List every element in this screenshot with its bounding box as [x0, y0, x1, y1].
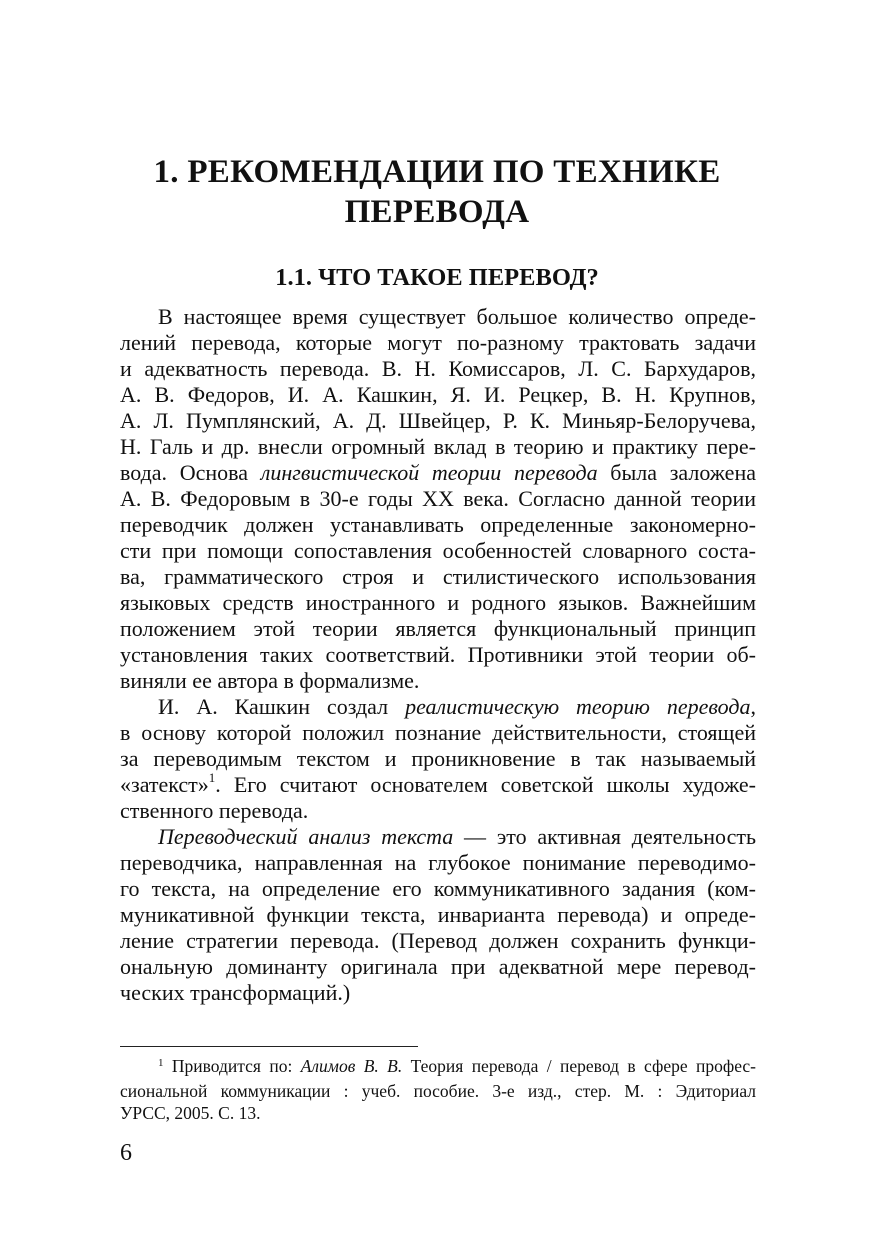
paragraph-3-line: ональную доминанту оригинала при адекватной мере перевод-: [120, 954, 756, 979]
paragraph-3-line: муникативной функции текста, инварианта перевода) и опреде-: [120, 902, 756, 927]
paragraph-1-line: положением этой теории является функциональный принцип: [120, 616, 756, 641]
text-run: Теория перевода / перевод в сфере профес-: [402, 1056, 756, 1076]
paragraph-2-line: в основу которой положил познание действительности, стоящей: [120, 720, 756, 745]
paragraph-1-line: и адекватность перевода. В. Н. Комиссаров, Л. С. Бархударов,: [120, 356, 756, 381]
footnote-author: Алимов В. В.: [300, 1056, 403, 1076]
paragraph-2-line: за переводимым текстом и проникновение в так называемый: [120, 746, 756, 771]
paragraph-1-line: А. Л. Пумплянский, А. Д. Швейцер, Р. К. Миньяр-Белоручева,: [120, 408, 756, 433]
text-run: ,: [750, 694, 756, 719]
paragraph-1-line: [120, 460, 756, 486]
text-run: — это активная деятельность: [453, 824, 756, 849]
paragraph-3-line: переводчика, направленная на глубокое понимание переводимо-: [120, 850, 756, 875]
paragraph-3-line: [120, 824, 756, 850]
paragraph-1-line: Н. Галь и др. внесли огромный вклад в теорию и практику пере-: [120, 434, 756, 459]
text-run: Приводится по:: [163, 1056, 301, 1076]
footnote-separator: [120, 1046, 418, 1047]
chapter-title-line-2: ПЕРЕВОДА: [344, 194, 530, 230]
footnote: [120, 1055, 756, 1124]
body-text: [120, 304, 756, 1006]
paragraph-1-line: лений перевода, которые могут по-разному трактовать задачи: [120, 330, 756, 355]
text-run: . Его считают основателем советской школы художе-: [215, 772, 756, 797]
paragraph-3-line: ческих трансформаций.): [120, 980, 351, 1005]
paragraph-2-line: ственного перевода.: [120, 798, 309, 823]
paragraph-2-line: [120, 769, 756, 798]
paragraph-1-line: сти при помощи сопоставления особенностей словарного соста-: [120, 538, 756, 563]
footnote-line: сиональной коммуникации : учеб. пособие. 3-е изд., стер. М. : Эдиториал: [120, 1081, 756, 1101]
chapter-title: [120, 152, 754, 232]
text-run: «затекст»: [120, 772, 209, 797]
paragraph-1-line: языковых средств иностранного и родного языков. Важнейшим: [120, 590, 756, 615]
text-run: И. А. Кашкин создал: [158, 694, 406, 719]
footnote-line: УРСС, 2005. С. 13.: [120, 1103, 261, 1123]
italic-term-realistic-theory: реалистическую теорию перевода: [405, 694, 751, 719]
italic-term-translation-analysis: Переводческий анализ текста: [158, 824, 454, 849]
section-title: 1.1. ЧТО ТАКОЕ ПЕРЕВОД?: [275, 264, 599, 291]
paragraph-1-line: В настоящее время существует большое количество опреде-: [158, 304, 756, 329]
paragraph-1-line: ва, грамматического строя и стилистического использования: [120, 564, 756, 589]
paragraph-2-line: [120, 694, 756, 720]
footnote-line: [120, 1055, 756, 1080]
paragraph-1-line: установления таких соответствий. Противники этой теории об-: [120, 642, 756, 667]
paragraph-3-line: го текста, на определение его коммуникативного задания (ком-: [120, 876, 756, 901]
chapter-title-line-1: 1. РЕКОМЕНДАЦИИ ПО ТЕХНИКЕ: [153, 154, 721, 190]
text-run: была заложена: [597, 460, 756, 485]
footnote-reference[interactable]: 1: [208, 769, 216, 785]
paragraph-3-line: ление стратегии перевода. (Перевод должен сохранить функци-: [120, 928, 756, 953]
text-run: вода. Основа: [120, 460, 261, 485]
paragraph-1-line: переводчик должен устанавливать определенные закономерно-: [120, 512, 756, 537]
footnote-marker: 1: [158, 1057, 164, 1069]
paragraph-1-line: виняли ее автора в формализме.: [120, 668, 420, 693]
paragraph-1-line: А. В. Федоровым в 30-е годы XX века. Согласно данной теории: [120, 486, 756, 511]
paragraph-1-line: А. В. Федоров, И. А. Кашкин, Я. И. Рецкер, В. Н. Крупнов,: [120, 382, 756, 407]
italic-term-linguistic-theory: лингвистической теории перевода: [260, 460, 598, 485]
page-number: 6: [120, 1140, 132, 1166]
